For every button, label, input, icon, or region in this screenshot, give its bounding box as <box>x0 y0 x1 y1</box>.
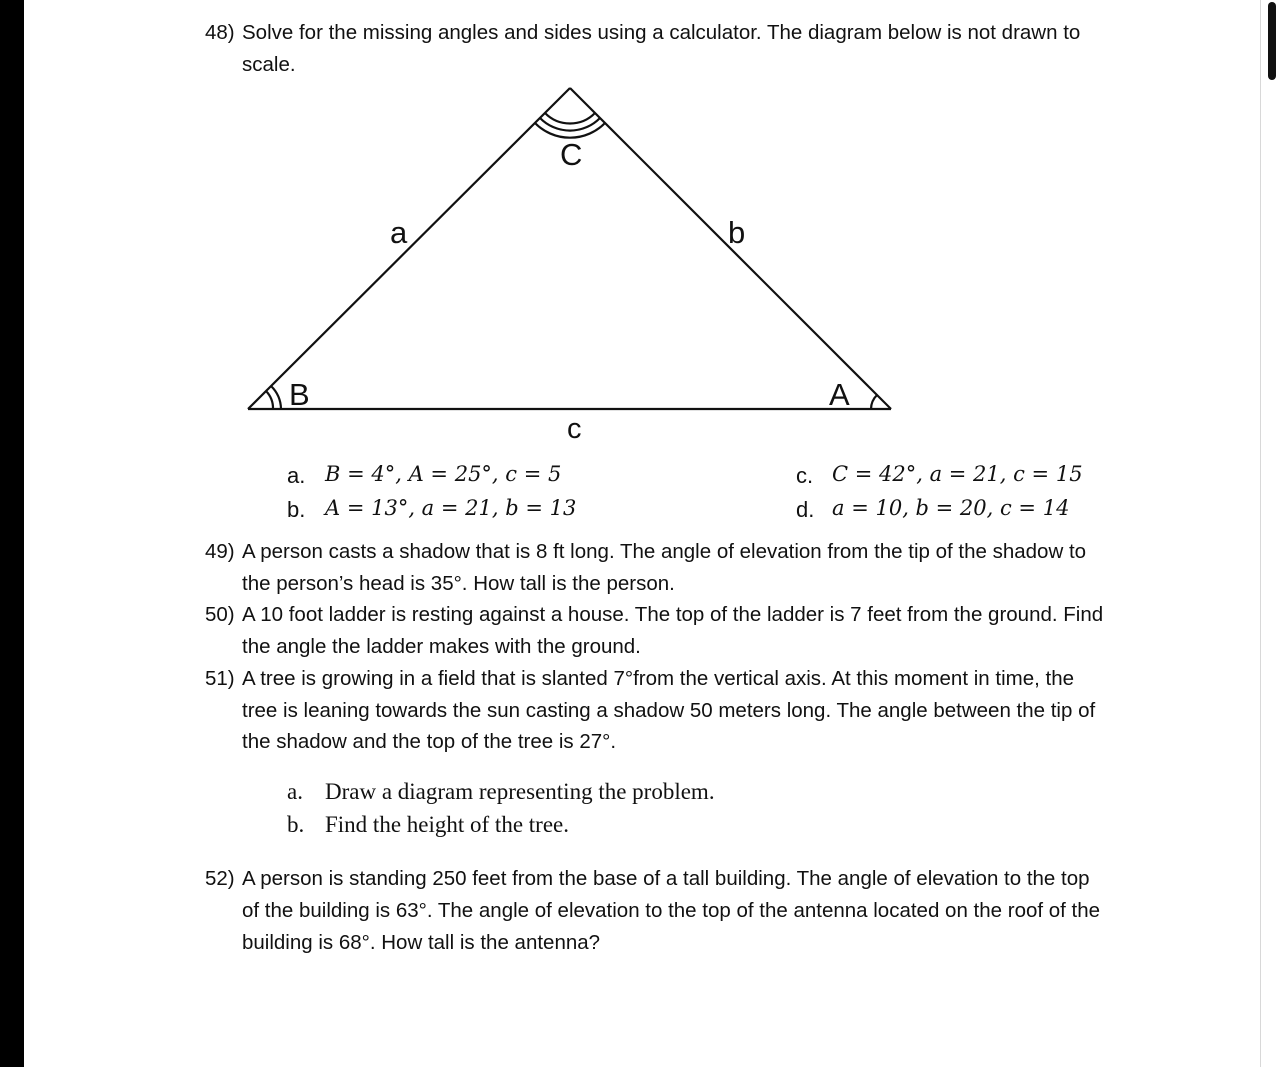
angle-mark-c <box>545 113 595 124</box>
part-label: a. <box>287 779 303 804</box>
question-number: 52) <box>205 867 235 890</box>
side-label-c: c <box>567 413 582 445</box>
side-label-a: a <box>390 215 408 250</box>
part-b-given: A = 13°, a = 21, b = 13 <box>325 496 577 520</box>
triangle-diagram <box>24 0 1260 460</box>
question-49 <box>205 536 1205 600</box>
part-a-given: B = 4°, A = 25°, c = 5 <box>325 462 562 486</box>
part-label: d. <box>796 497 815 522</box>
part-b-task: Find the height of the tree. <box>325 812 569 837</box>
part-label: c. <box>796 463 814 488</box>
question-text-line: Solve for the missing angles and sides using a calculator. The diagram below is not drawn to <box>242 21 1081 44</box>
question-text-line: A person casts a shadow that is 8 ft long. The angle of elevation from the tip of the shadow to <box>242 540 1087 563</box>
question-number: 50) <box>205 603 235 626</box>
part-d-given: a = 10, b = 20, c = 14 <box>832 496 1070 520</box>
side-a-line <box>248 88 570 409</box>
question-text-line: the shadow and the top of the tree is 27°. <box>242 730 617 753</box>
question-text-line: A 10 foot ladder is resting against a house. The top of the ladder is 7 feet from the ground. Find <box>242 603 1104 626</box>
part-label: b. <box>287 497 306 522</box>
vertex-label-b: B <box>289 377 310 412</box>
vertical-scrollbar[interactable] <box>1260 0 1283 1067</box>
part-c-given: C = 42°, a = 21, c = 15 <box>832 462 1083 486</box>
document-page <box>24 0 1260 1067</box>
question-number: 51) <box>205 667 235 690</box>
angle-mark-a <box>871 395 877 409</box>
angle-mark-b <box>266 391 273 409</box>
question-text-line: scale. <box>242 53 296 76</box>
question-50 <box>205 599 1205 663</box>
part-a-task: Draw a diagram representing the problem. <box>325 779 715 804</box>
vertex-label-c: C <box>560 137 583 172</box>
question-51 <box>205 663 1205 759</box>
question-text-line: A person is standing 250 feet from the base of a tall building. The angle of elevation to the top <box>242 867 1090 890</box>
part-label: a. <box>287 463 306 488</box>
question-number: 48) <box>205 21 235 44</box>
question-number: 49) <box>205 540 235 563</box>
question-text-line: building is 68°. How tall is the antenna? <box>242 931 601 954</box>
question-text-line: of the building is 63°. The angle of elevation to the top of the antenna located on the roof of the <box>242 899 1101 922</box>
question-text-line: tree is leaning towards the sun casting a shadow 50 meters long. The angle between the tip of <box>242 699 1096 722</box>
question-text-line: the angle the ladder makes with the ground. <box>242 635 641 658</box>
scrollbar-thumb[interactable] <box>1268 2 1276 80</box>
question-52 <box>205 863 1225 959</box>
vertex-label-a: A <box>829 377 850 412</box>
question-text-line: A tree is growing in a field that is slanted 7°from the vertical axis. At this moment in time, the <box>242 667 1074 690</box>
part-label: b. <box>287 812 305 837</box>
side-label-b: b <box>728 215 746 250</box>
question-text-line: the person’s head is 35°. How tall is the person. <box>242 572 675 595</box>
